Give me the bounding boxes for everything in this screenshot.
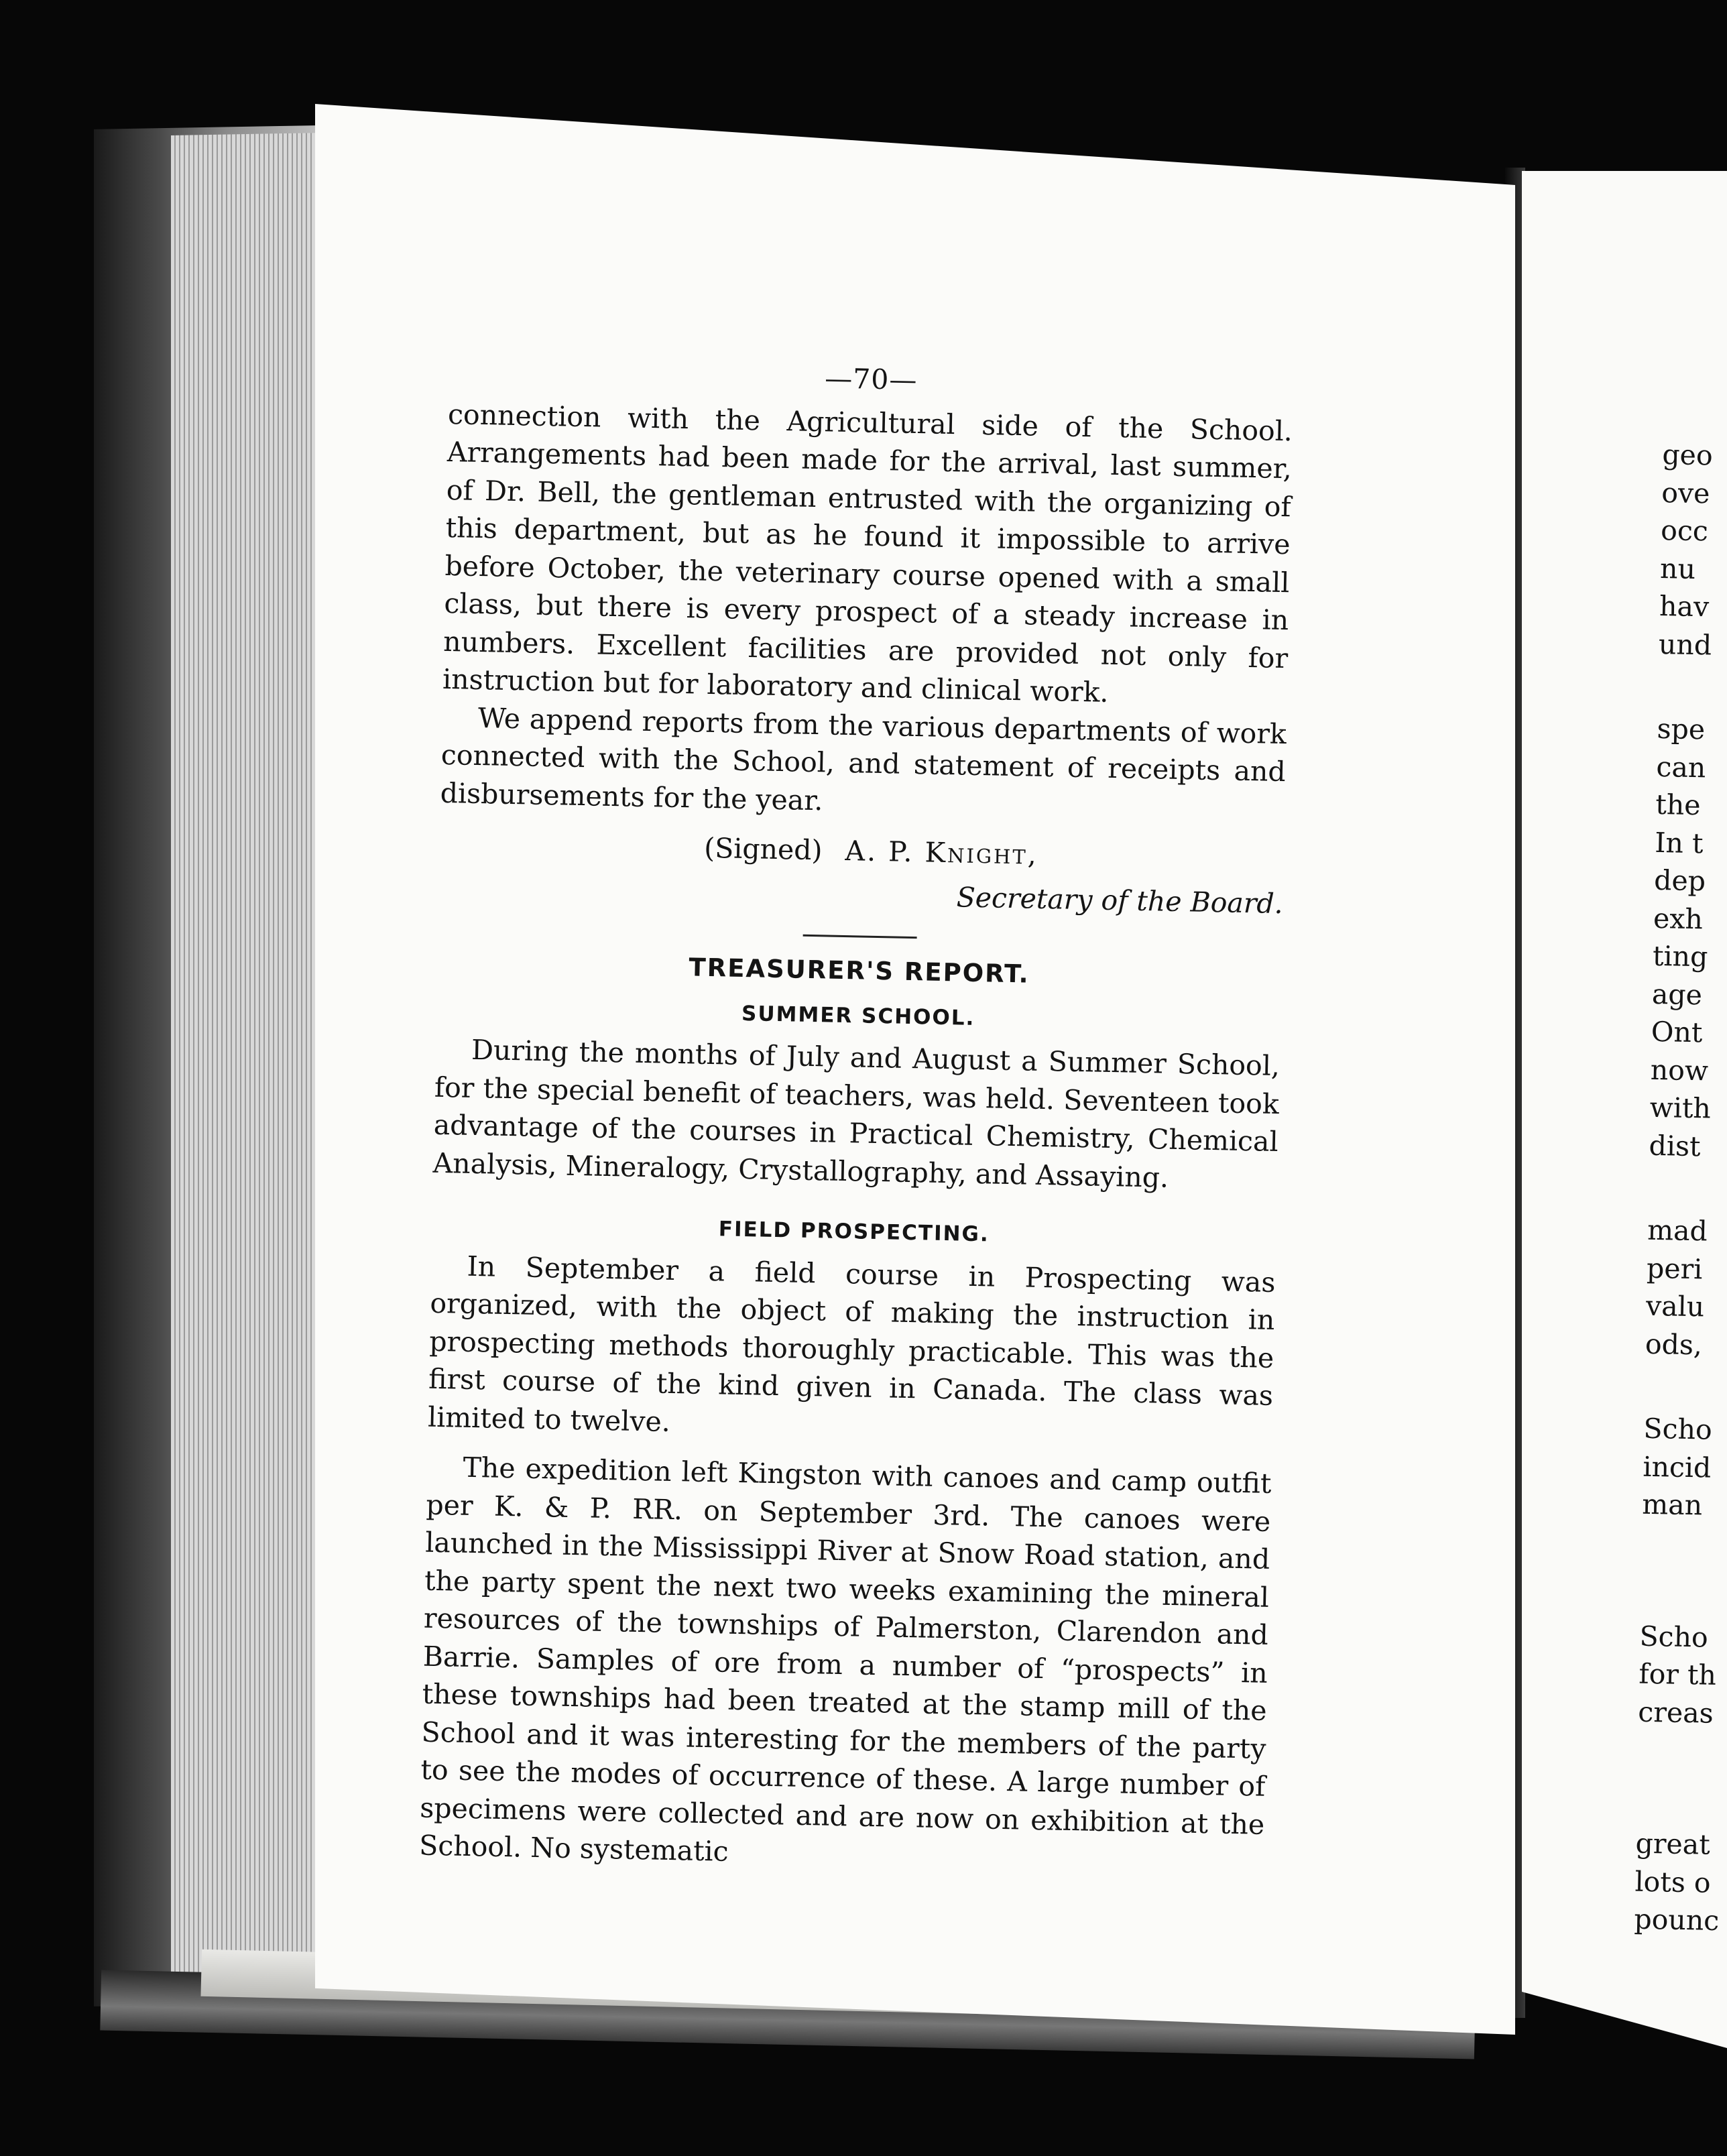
fragment-gap: [1657, 663, 1727, 711]
fragment-line: valu: [1645, 1289, 1705, 1323]
fragment-line: peri: [1646, 1252, 1703, 1285]
fragment-line: man: [1641, 1488, 1703, 1522]
fragment-gap: [1640, 1570, 1721, 1618]
fragment-gap: [1648, 1164, 1727, 1213]
page-number: —70—: [824, 362, 918, 397]
fragment-line: Scho: [1639, 1620, 1709, 1654]
fragment-line: exh: [1653, 902, 1704, 935]
signature-line: [704, 829, 1039, 874]
field-prospecting-heading: FIELD PROSPECTING.: [718, 1217, 990, 1247]
fragment-line: for th: [1639, 1657, 1717, 1691]
fragment-line: ods,: [1645, 1327, 1703, 1361]
signed-label: (Signed): [703, 831, 823, 867]
fragment-line: with: [1649, 1091, 1712, 1125]
paragraph-reports: We append reports from the various departments of work connected with the School, and statement of receipts and disbursements for the year.: [440, 701, 1287, 817]
summer-school-heading: SUMMER SCHOOL.: [741, 1001, 975, 1030]
treasurer-report-heading: TREASURER'S REPORT.: [689, 953, 1030, 989]
fragment-line: lots o: [1634, 1865, 1712, 1899]
paragraph-summer-school: During the months of July and August a Summer School, for the special benefit of teachers, was held. Seventeen took advantage of the courses in Practical Chemistry, Chemical Analysis, Mineralogy, Crystallography, and Assaying.: [432, 1033, 1281, 1194]
fragment-line: mad: [1647, 1213, 1708, 1248]
paragraph-agricultural: connection with the Agricultural side of the School. Arrangements had been made for the arrival, last summer, of Dr. Bell, the gentleman entrusted with the organizing of this department, but as he found it impossible to arrive before October, the veterinary course opened with a small class, but there is every prospect of a steady increase in numbers. Excellent facilities are provided not only for instruction but for laboratory and clinical work.: [442, 398, 1293, 709]
page-edges: [171, 133, 325, 1999]
section-divider: [803, 935, 917, 939]
fragment-line: great: [1635, 1827, 1711, 1861]
paragraph-field-course: In September a field course in Prospecting was organized, with the object of making the instruction in prospecting methods thoroughly practicable. This was the first course of the kind given in Canada. The class was limited to twelve.: [427, 1250, 1276, 1438]
fragment-line: Scho: [1643, 1412, 1713, 1446]
signatory-name: A. P. Knight,: [845, 835, 1039, 871]
fragment-line: incid: [1643, 1450, 1712, 1484]
fragment-line: Ont: [1651, 1015, 1703, 1049]
fragment-line: dist: [1649, 1129, 1702, 1162]
fragment-line: nu: [1659, 552, 1696, 585]
fragment-line: geo: [1662, 438, 1714, 472]
fragment-gap: [1644, 1363, 1725, 1411]
fragment-gap: [1636, 1778, 1717, 1826]
fragment-line: ove: [1661, 476, 1710, 510]
fragment-line: hav: [1659, 589, 1710, 623]
fragment-line: pounc: [1634, 1903, 1720, 1937]
fragment-line: und: [1658, 627, 1712, 661]
fragment-line: dep: [1653, 863, 1706, 898]
fragment-line: can: [1656, 750, 1706, 784]
fragment-gap: [1641, 1523, 1722, 1571]
fragment-line: now: [1650, 1053, 1709, 1087]
fragment-line: creas: [1637, 1695, 1714, 1730]
fragment-line: ting: [1652, 939, 1708, 973]
fragment-gap: [1637, 1731, 1718, 1779]
fragment-line: occ: [1660, 514, 1709, 548]
signature-block: [438, 821, 1284, 926]
fragment-line: spe: [1657, 712, 1706, 746]
paragraph-expedition: The expedition left Kingston with canoes and camp outfit per K. & P. RR. on September 3rd. The canoes were launched in the Mississippi River at Snow Road station, and the party spent the next two weeks examining the mineral resources of the townships of Palmerston, Clarendon and Barrie. Samples of ore from a number of “prospects” in these townships had been treated at the stamp mill of the School and it was interesting for the members of the party to see the modes of occurrence of these. A large number of specimens were collected and are now on exhibition at the School. No systematic: [418, 1451, 1272, 1868]
fragment-line: age: [1651, 977, 1703, 1011]
fragment-line: In t: [1654, 826, 1704, 859]
page-text: [419, 352, 1294, 1881]
fragment-line: the: [1655, 788, 1702, 822]
signatory-title: Secretary of the Board.: [956, 881, 1284, 920]
